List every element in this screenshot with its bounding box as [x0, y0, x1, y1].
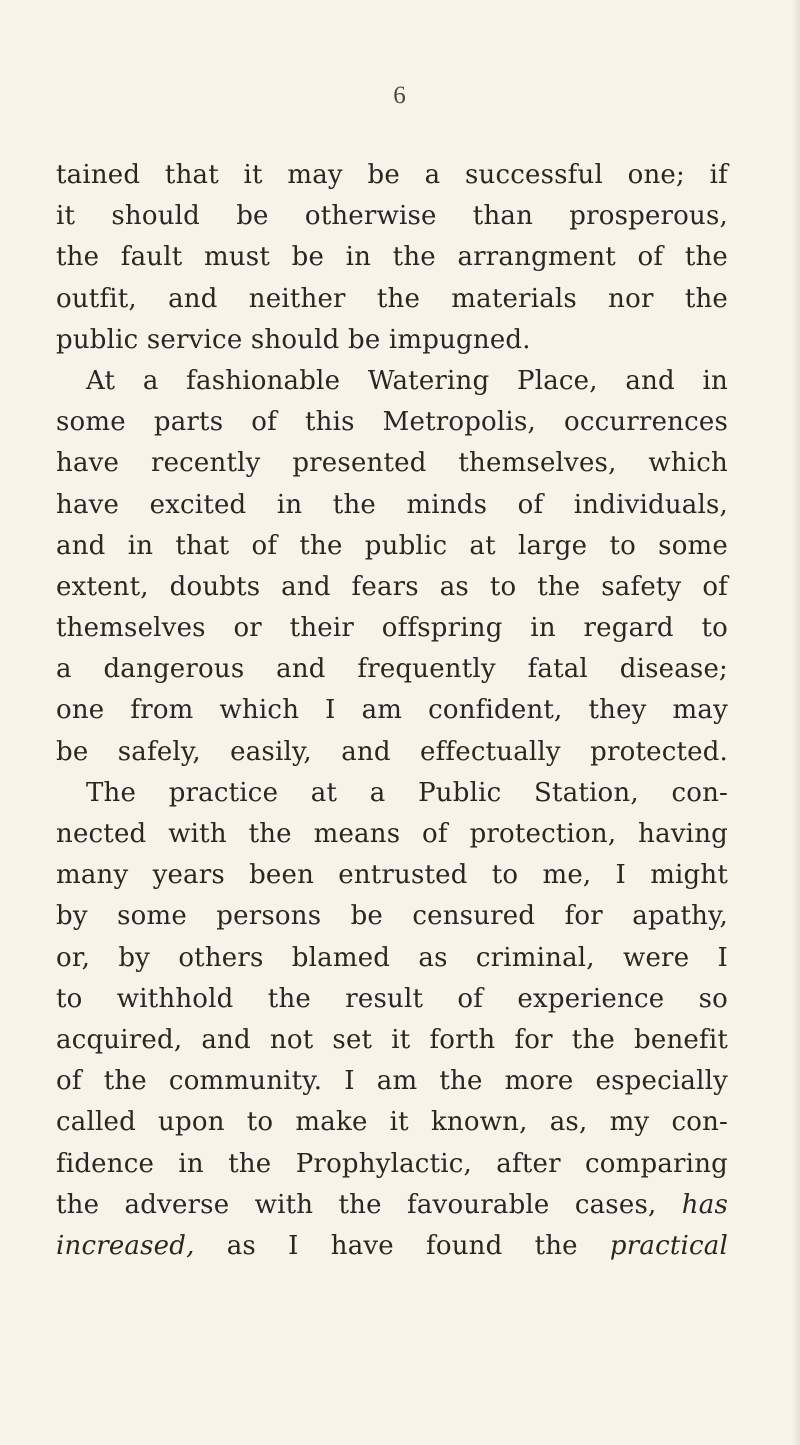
text-line-13: a dangerous and frequently fatal disease;	[56, 654, 728, 685]
text-line-1: tained that it may be a successful one; if	[56, 160, 728, 190]
text-line-3: the fault must be in the arrangment of the	[56, 242, 728, 273]
text-line-17: nected with the means of protection, having	[56, 819, 728, 849]
text-line-5: public service should be impugned.	[56, 324, 531, 355]
text-line-11: extent, doubts and fears as to the safety of	[56, 571, 728, 602]
text-line-16: The practice at a Public Station, con-	[86, 777, 728, 808]
text-line-7: some parts of this Metropolis, occurrences	[56, 407, 728, 438]
text-line-21: to withhold the result of experience so	[56, 983, 728, 1014]
text-line-20: or, by others blamed as criminal, were I	[56, 942, 728, 973]
text-line-27	[56, 1226, 728, 1267]
text-line-14: one from which I am confident, they may	[56, 695, 728, 726]
text-line-23: of the community. I am the more especially	[56, 1066, 728, 1097]
text-line-27-italic-end: practical	[609, 1230, 728, 1261]
text-line-18: many years been entrusted to me, I might	[56, 860, 728, 891]
text-line-19: by some persons be censured for apathy,	[56, 901, 728, 932]
text-line-25: fidence in the Prophylactic, after comparing	[56, 1148, 728, 1179]
text-line-12: themselves or their offspring in regard to	[56, 613, 728, 644]
text-line-8: have recently presented themselves, which	[56, 448, 728, 479]
text-line-10: and in that of the public at large to some	[56, 530, 728, 561]
body-text	[56, 155, 728, 1267]
text-line-2: it should be otherwise than prosperous,	[56, 201, 728, 232]
text-line-22: acquired, and not set it forth for the benefit	[56, 1024, 728, 1055]
page-edge-shadow	[792, 0, 800, 1445]
text-line-27-italic-start: increased,	[56, 1230, 195, 1261]
page-number: 6	[393, 82, 407, 109]
text-line-4: outfit, and neither the materials nor the	[56, 283, 728, 314]
text-line-27-normal: as I have found the	[226, 1230, 578, 1261]
text-line-26-italic: has	[681, 1189, 728, 1220]
text-line-24: called upon to make it known, as, my con-	[56, 1107, 728, 1138]
text-line-26	[56, 1185, 728, 1226]
text-line-6: At a fashionable Watering Place, and in	[86, 365, 728, 396]
text-line-15: be safely, easily, and effectually protected.	[56, 736, 728, 767]
text-line-26-normal: the adverse with the favourable cases,	[56, 1189, 657, 1220]
text-line-9: have excited in the minds of individuals,	[56, 489, 728, 520]
